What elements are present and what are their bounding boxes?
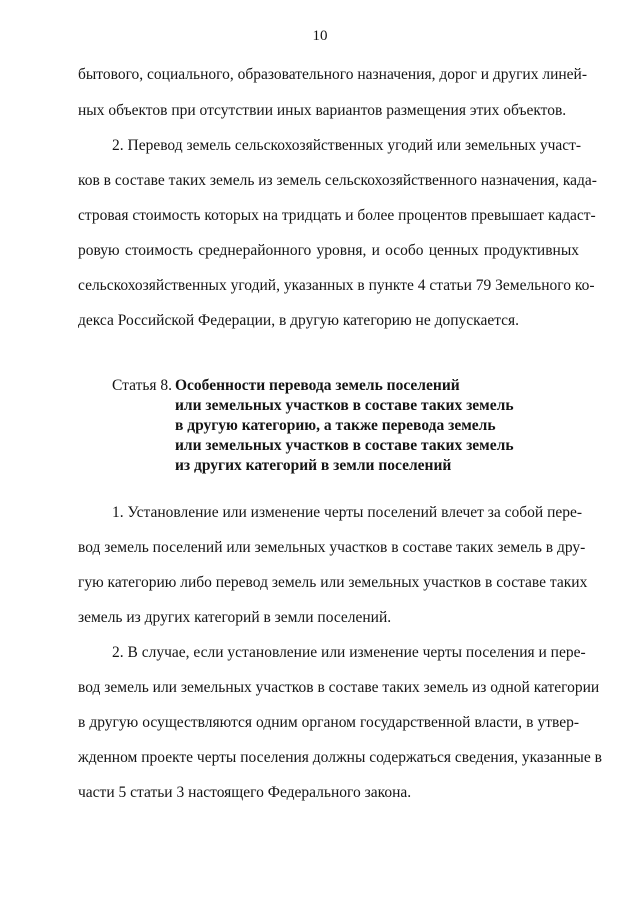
text-line: в другую осуществляются одним органом государственной власти, в утвер- (78, 714, 579, 731)
article-label: Статья 8. (112, 377, 173, 394)
text-line: 2. В случае, если установление или изменение черты поселения и пере- (112, 644, 586, 661)
text-line: бытового, социального, образовательного назначения, дорог и других линей- (78, 66, 588, 83)
article-title-line: в другую категорию, а также перевода земель (175, 417, 496, 434)
page-number: 10 (312, 28, 328, 44)
article-title-line: или земельных участков в составе таких земель (175, 437, 514, 454)
text-line: ровую стоимость среднерайонного уровня, и особо ценных продуктивных (78, 242, 579, 259)
text-line: жденном проекте черты поселения должны содержаться сведения, указанные в (78, 749, 602, 766)
text-line: земель из других категорий в земли поселений. (78, 609, 392, 626)
text-line: декса Российской Федерации, в другую категорию не допускается. (78, 312, 520, 329)
text-line: части 5 статьи 3 настоящего Федерального закона. (78, 784, 412, 801)
text-line: 1. Установление или изменение черты поселений влечет за собой пере- (112, 504, 583, 521)
text-line: гую категорию либо перевод земель или земельных участков в составе таких (78, 574, 588, 591)
text-line: вод земель поселений или земельных участков в составе таких земель в дру- (78, 539, 586, 556)
text-line: ных объектов при отсутствии иных вариантов размещения этих объектов. (78, 102, 567, 119)
text-line: ков в составе таких земель из земель сельскохозяйственного назначения, када- (78, 172, 597, 189)
article-title-line: из других категорий в земли поселений (175, 457, 452, 474)
text-line: вод земель или земельных участков в составе таких земель из одной категории (78, 679, 600, 696)
text-line: сельскохозяйственных угодий, указанных в пункте 4 статьи 79 Земельного ко- (78, 277, 595, 294)
text-line: стровая стоимость которых на тридцать и более процентов превышает кадаст- (78, 207, 596, 224)
article-title-line: или земельных участков в составе таких земель (175, 397, 514, 414)
text-line: 2. Перевод земель сельскохозяйственных угодий или земельных участ- (112, 137, 582, 154)
article-title-line: Особенности перевода земель поселений (175, 377, 460, 394)
